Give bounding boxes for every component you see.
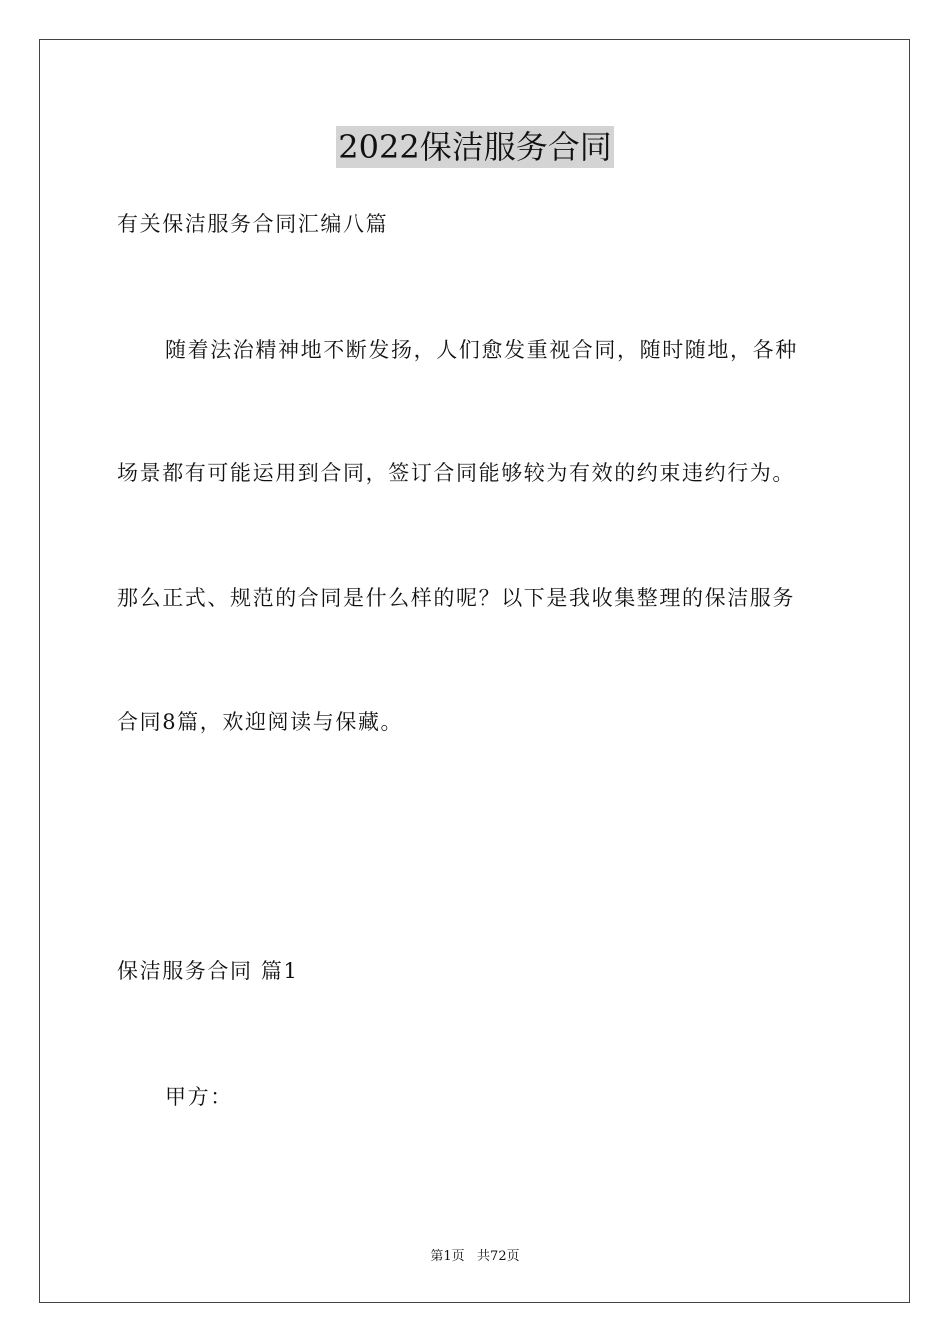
document-subtitle: 有关保洁服务合同汇编八篇 [117, 212, 389, 236]
intro-line-1: 随着法治精神地不断发扬，人们愈发重视合同，随时随地，各种 [165, 338, 798, 362]
title-container [0, 126, 950, 168]
party-a-label: 甲方： [165, 1085, 233, 1109]
page-footer: 第1页 共72页 [430, 1249, 520, 1264]
intro-line-2: 场景都有可能运用到合同，签订合同能够较为有效的约束违约行为。 [117, 461, 795, 485]
section-heading: 保洁服务合同 篇1 [117, 959, 299, 983]
intro-line-3: 那么正式、规范的合同是什么样的呢？以下是我收集整理的保洁服务 [117, 586, 795, 610]
intro-line-4: 合同8篇，欢迎阅读与保藏。 [117, 710, 404, 734]
document-title: 2022保洁服务合同 [338, 128, 612, 166]
